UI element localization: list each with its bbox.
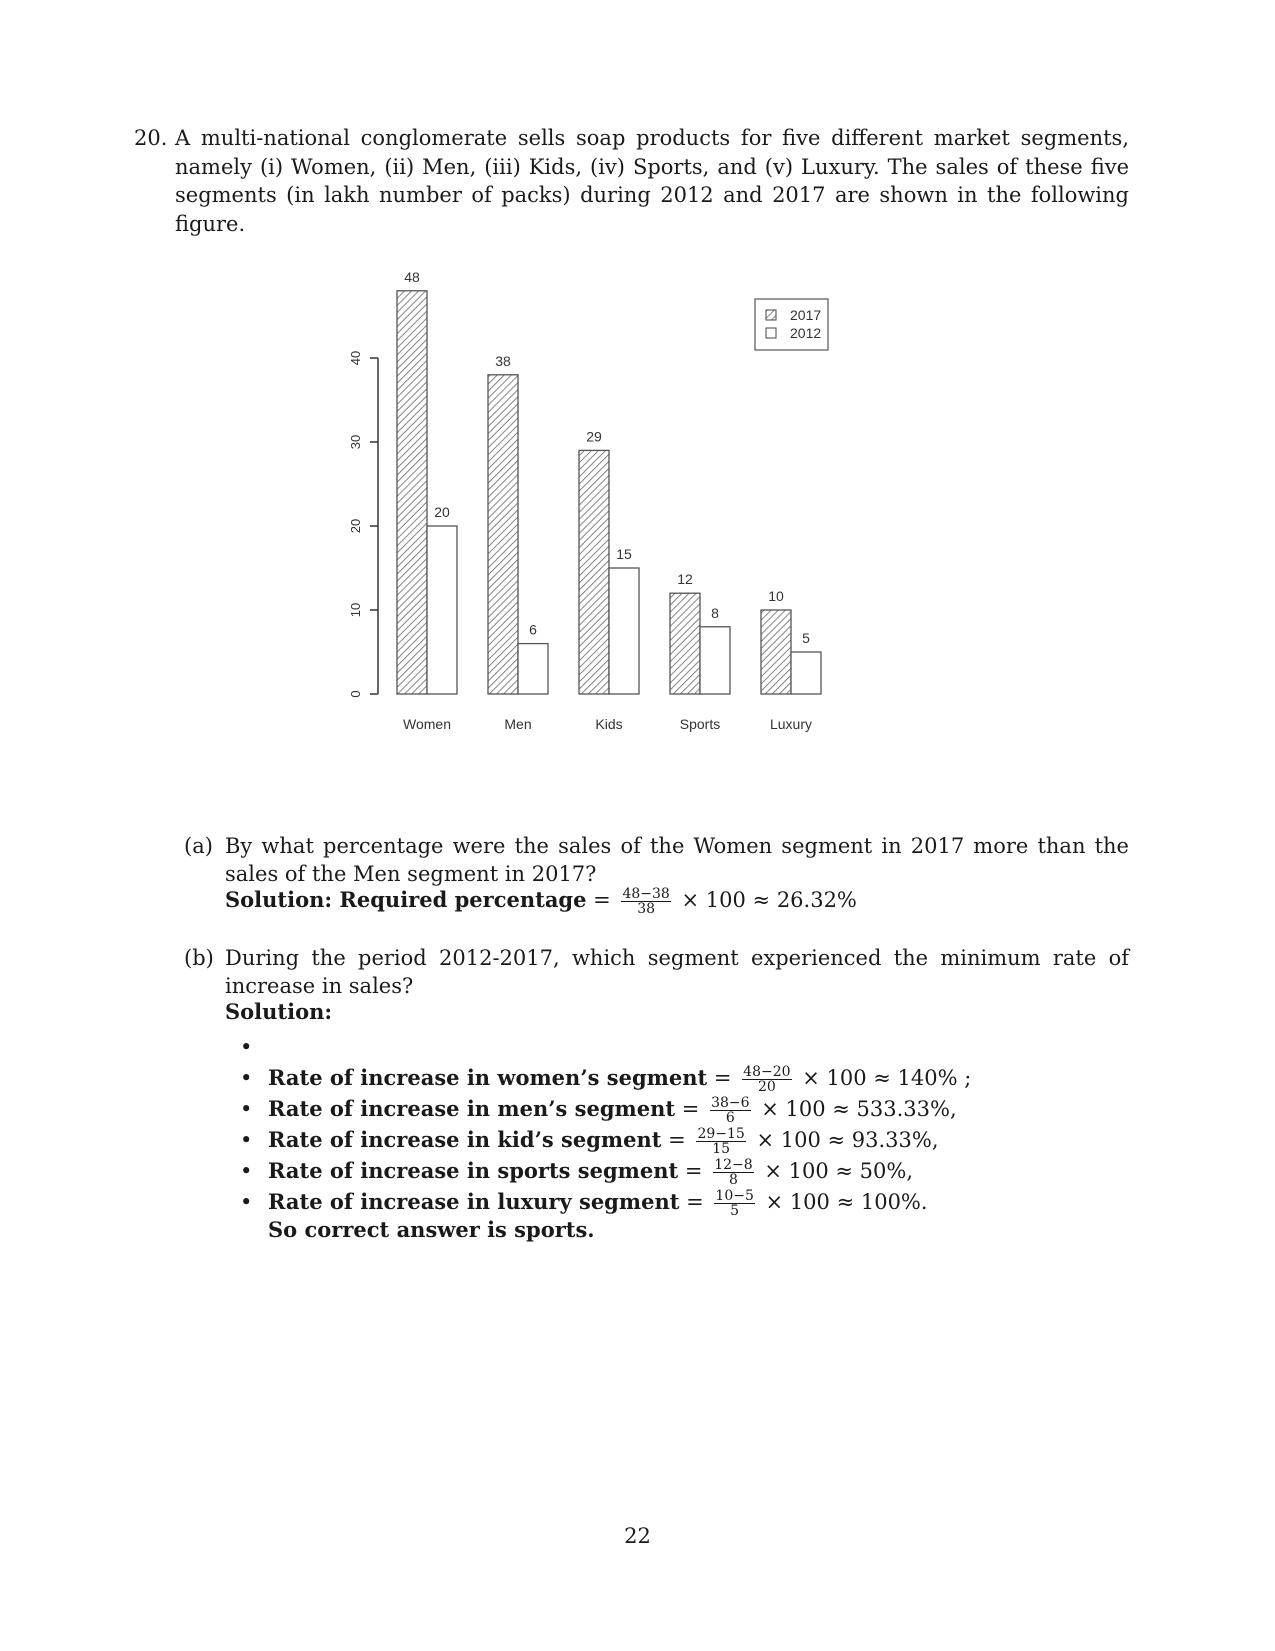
bar-2017-women: [397, 291, 427, 694]
bar-2017-kids: [579, 450, 609, 694]
bar-value-label: 8: [711, 604, 719, 621]
punctuation: ,: [949, 1097, 957, 1121]
punctuation: ,: [906, 1159, 914, 1183]
part-a-question: By what percentage were the sales of the Women segment in 2017 more than the sales of the Men segment in 2017?: [225, 834, 1129, 886]
question-number: 20.: [134, 126, 168, 150]
fraction-denominator: 6: [725, 1110, 735, 1126]
rate-sports: [268, 1157, 913, 1187]
result-value: × 100 ≈ 93.33%: [756, 1128, 932, 1152]
page-number: 22: [624, 1524, 651, 1548]
solution-label: Solution: Required percentage: [225, 887, 587, 912]
category-label: Women: [403, 716, 451, 732]
fraction-numerator: 48−20: [743, 1064, 791, 1080]
fraction: [710, 1096, 750, 1125]
punctuation: .: [920, 1190, 928, 1214]
bar-value-label: 5: [802, 630, 810, 646]
part-a-solution: [225, 886, 857, 916]
equals-sign: =: [684, 1159, 703, 1183]
rate-label: Rate of increase in sports segment: [268, 1158, 679, 1183]
fraction-numerator: 38−6: [711, 1095, 750, 1111]
category-label: Kids: [595, 716, 623, 732]
y-tick-label: 20: [348, 518, 363, 534]
rate-label: Rate of increase in women’s segment: [268, 1065, 708, 1090]
fraction-numerator: 12−8: [714, 1157, 753, 1173]
bar-2012-men: [518, 644, 548, 694]
fraction-numerator: 10−5: [715, 1188, 754, 1204]
bar-value-label: 20: [434, 504, 450, 520]
fraction-denominator: 15: [712, 1141, 731, 1157]
bar-value-label: 6: [529, 621, 537, 638]
rate-label: Rate of increase in kid’s segment: [268, 1127, 662, 1152]
legend-swatch-2017: [766, 310, 776, 320]
sales-bar-chart: [340, 270, 860, 750]
part-b-label: (b): [184, 946, 214, 970]
fraction: [696, 1127, 745, 1156]
question-text: A multi-national conglomerate sells soap products for five different market segments, namely (i) Women, (ii) Men, (iii) Kids, (iv) Sports, and (v) Luxury. The sales of these five segments (in lakh number of packs) during 2012 and 2017 are shown in the following figure.: [175, 126, 1129, 236]
bar-value-label: 10: [768, 588, 784, 604]
bar-2012-kids: [609, 568, 639, 694]
rate-bullet: •: [240, 1066, 253, 1090]
equals-sign: =: [713, 1066, 732, 1090]
bar-2012-luxury: [791, 652, 821, 694]
rate-bullet: •: [240, 1128, 253, 1152]
category-label: Men: [504, 716, 532, 732]
bar-value-label: 12: [677, 571, 693, 588]
equals-sign: =: [593, 888, 611, 912]
rate-bullet: •: [240, 1159, 253, 1183]
bar-2012-women: [427, 526, 457, 694]
fraction-denominator: 8: [728, 1172, 738, 1188]
part-b-solution-label: Solution:: [225, 999, 333, 1024]
fraction-denominator: 5: [730, 1203, 740, 1219]
result-value: × 100 ≈ 26.32%: [681, 888, 857, 912]
rate-bullet: •: [240, 1190, 253, 1214]
rate-luxury: [268, 1188, 928, 1218]
bar-2017-sports: [670, 593, 700, 694]
bar-2012-sports: [700, 627, 730, 694]
equals-sign: =: [681, 1097, 700, 1121]
rate-kids: [268, 1126, 939, 1156]
bar-value-label: 15: [616, 546, 632, 562]
empty-bullet: •: [240, 1035, 253, 1059]
legend-swatch-2012: [766, 328, 776, 338]
fraction: [714, 1189, 754, 1218]
fraction: [742, 1065, 791, 1094]
bar-2017-luxury: [761, 610, 791, 694]
bar-2017-men: [488, 375, 518, 694]
fraction-numerator: 48−38: [622, 886, 670, 902]
result-value: × 100 ≈ 100%: [765, 1190, 921, 1214]
bar-value-label: 29: [586, 428, 602, 445]
punctuation: ,: [931, 1128, 939, 1152]
fraction: [621, 887, 670, 916]
legend-label: 2012: [790, 325, 822, 341]
fraction: [713, 1158, 753, 1187]
equals-sign: =: [668, 1128, 686, 1152]
punctuation: ;: [957, 1066, 972, 1090]
category-label: Sports: [679, 716, 721, 732]
category-label: Luxury: [769, 716, 813, 732]
bar-value-label: 48: [404, 270, 420, 285]
bar-value-label: 38: [495, 352, 511, 369]
rate-label: Rate of increase in luxury segment: [268, 1189, 680, 1214]
part-b-question: During the period 2012-2017, which segment experienced the minimum rate of increase in sales?: [225, 946, 1129, 998]
equals-sign: =: [686, 1190, 704, 1214]
y-tick-label: 0: [348, 690, 363, 698]
part-a-label: (a): [184, 834, 213, 858]
rate-men: [268, 1095, 957, 1125]
y-axis: [348, 351, 378, 698]
result-value: × 100 ≈ 533.33%: [761, 1097, 950, 1121]
chart-legend: [755, 299, 828, 350]
rate-bullet: •: [240, 1097, 253, 1121]
result-value: × 100 ≈ 50%: [764, 1159, 907, 1183]
fraction-denominator: 20: [757, 1079, 776, 1095]
y-tick-label: 10: [348, 602, 363, 618]
legend-label: 2017: [790, 307, 822, 323]
final-answer: So correct answer is sports.: [268, 1217, 595, 1242]
fraction-denominator: 38: [637, 901, 656, 917]
rate-label: Rate of increase in men’s segment: [268, 1096, 676, 1121]
y-tick-label: 40: [348, 350, 363, 366]
result-value: × 100 ≈ 140%: [802, 1066, 958, 1090]
y-tick-label: 30: [348, 434, 363, 450]
rate-women: [268, 1064, 971, 1094]
fraction-numerator: 29−15: [697, 1126, 745, 1142]
